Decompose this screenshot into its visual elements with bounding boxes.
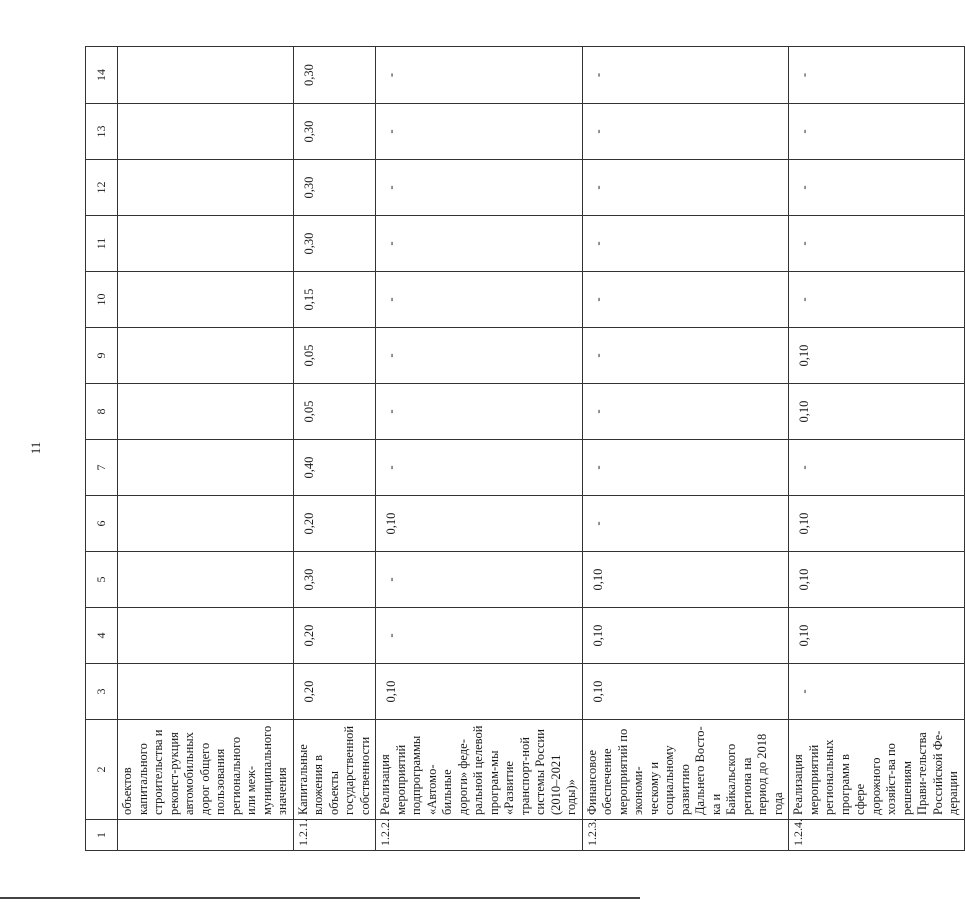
row-number: 1.2.2.	[376, 820, 583, 851]
header-cell: 12	[86, 160, 118, 216]
value-cell: 0,10	[582, 608, 789, 664]
header-cell: 6	[86, 496, 118, 552]
value-cell: 0,10	[376, 664, 583, 720]
table-row	[789, 47, 965, 851]
value-cell: -	[376, 160, 583, 216]
header-cell: 9	[86, 328, 118, 384]
value-cell	[118, 664, 294, 720]
value-cell: 0,10	[789, 384, 965, 440]
value-cell	[118, 104, 294, 160]
value-cell: -	[789, 47, 965, 104]
value-cell: -	[376, 216, 583, 272]
value-cell: 0,30	[293, 552, 376, 608]
header-cell: 3	[86, 664, 118, 720]
value-cell: -	[376, 328, 583, 384]
value-cell: -	[789, 272, 965, 328]
row-name: Реализация мероприятий подпрограммы «Автомо-бильные дороги» феде-ральной целевой програм-мы «Развитие транспорт-ной системы России (2010–2021 годы)»	[376, 720, 583, 820]
value-cell: 0,10	[789, 328, 965, 384]
value-cell: 0,05	[293, 328, 376, 384]
row-number: 1.2.1.	[293, 820, 376, 851]
value-cell	[118, 608, 294, 664]
value-cell: 0,30	[293, 47, 376, 104]
value-cell: 0,10	[376, 496, 583, 552]
value-cell	[118, 272, 294, 328]
header-cell: 2	[86, 720, 118, 820]
row-number: 1.2.4.	[789, 820, 965, 851]
rotated-table-wrapper	[85, 47, 960, 851]
value-cell	[118, 384, 294, 440]
table-row	[582, 47, 789, 851]
bottom-edge-line	[0, 897, 640, 899]
value-cell: -	[789, 216, 965, 272]
value-cell: 0,10	[789, 552, 965, 608]
row-name: Финансовое обеспечение мероприятий по экономи-ческому и социальному развитию Дальнего Восто-ка и Байкальского региона на период до 2018 года	[582, 720, 789, 820]
value-cell: -	[376, 47, 583, 104]
value-cell: 0,20	[293, 608, 376, 664]
value-cell: 0,15	[293, 272, 376, 328]
row-name: объектов капитального строительства и реконст-рукция автомобильных дорог общего пользования регионального или меж-муниципального значения	[118, 720, 294, 820]
value-cell: -	[582, 440, 789, 496]
value-cell: 0,10	[582, 552, 789, 608]
page-number: 11	[28, 441, 43, 455]
value-cell: 0,10	[789, 608, 965, 664]
value-cell: -	[582, 216, 789, 272]
header-cell: 8	[86, 384, 118, 440]
value-cell: -	[376, 552, 583, 608]
value-cell: -	[376, 384, 583, 440]
value-cell: -	[582, 384, 789, 440]
header-cell: 1	[86, 820, 118, 851]
value-cell: -	[789, 440, 965, 496]
value-cell: 0,20	[293, 496, 376, 552]
indicators-table	[85, 46, 965, 851]
value-cell	[118, 216, 294, 272]
value-cell: 0,20	[293, 664, 376, 720]
header-cell: 10	[86, 272, 118, 328]
header-cell: 5	[86, 552, 118, 608]
value-cell	[118, 440, 294, 496]
row-name: Реализация мероприятий региональных программ в сфере дорожного хозяйст-ва по решениям Прави-тельства Российской Фе-дерации	[789, 720, 965, 820]
value-cell: 0,10	[582, 664, 789, 720]
value-cell: 0,10	[789, 496, 965, 552]
value-cell: -	[582, 328, 789, 384]
value-cell: -	[376, 104, 583, 160]
value-cell: -	[376, 272, 583, 328]
value-cell	[118, 160, 294, 216]
table-row	[293, 47, 376, 851]
value-cell: -	[582, 47, 789, 104]
value-cell: -	[376, 440, 583, 496]
header-cell: 4	[86, 608, 118, 664]
value-cell	[118, 496, 294, 552]
value-cell: -	[582, 496, 789, 552]
value-cell: -	[376, 608, 583, 664]
value-cell	[118, 552, 294, 608]
header-cell: 7	[86, 440, 118, 496]
value-cell: -	[789, 664, 965, 720]
value-cell: 0,30	[293, 104, 376, 160]
header-cell: 13	[86, 104, 118, 160]
header-cell: 11	[86, 216, 118, 272]
table-row	[118, 47, 294, 851]
value-cell	[118, 47, 294, 104]
row-number	[118, 820, 294, 851]
table-row	[376, 47, 583, 851]
header-row	[86, 47, 118, 851]
value-cell: 0,30	[293, 160, 376, 216]
value-cell: 0,05	[293, 384, 376, 440]
value-cell: -	[582, 272, 789, 328]
value-cell: -	[582, 160, 789, 216]
value-cell: -	[789, 104, 965, 160]
value-cell: -	[789, 160, 965, 216]
row-number: 1.2.3.	[582, 820, 789, 851]
header-cell: 14	[86, 47, 118, 104]
value-cell: 0,40	[293, 440, 376, 496]
value-cell: 0,30	[293, 216, 376, 272]
row-name: Капитальные вложения в объекты государственной собственности	[293, 720, 376, 820]
value-cell: -	[582, 104, 789, 160]
value-cell	[118, 328, 294, 384]
